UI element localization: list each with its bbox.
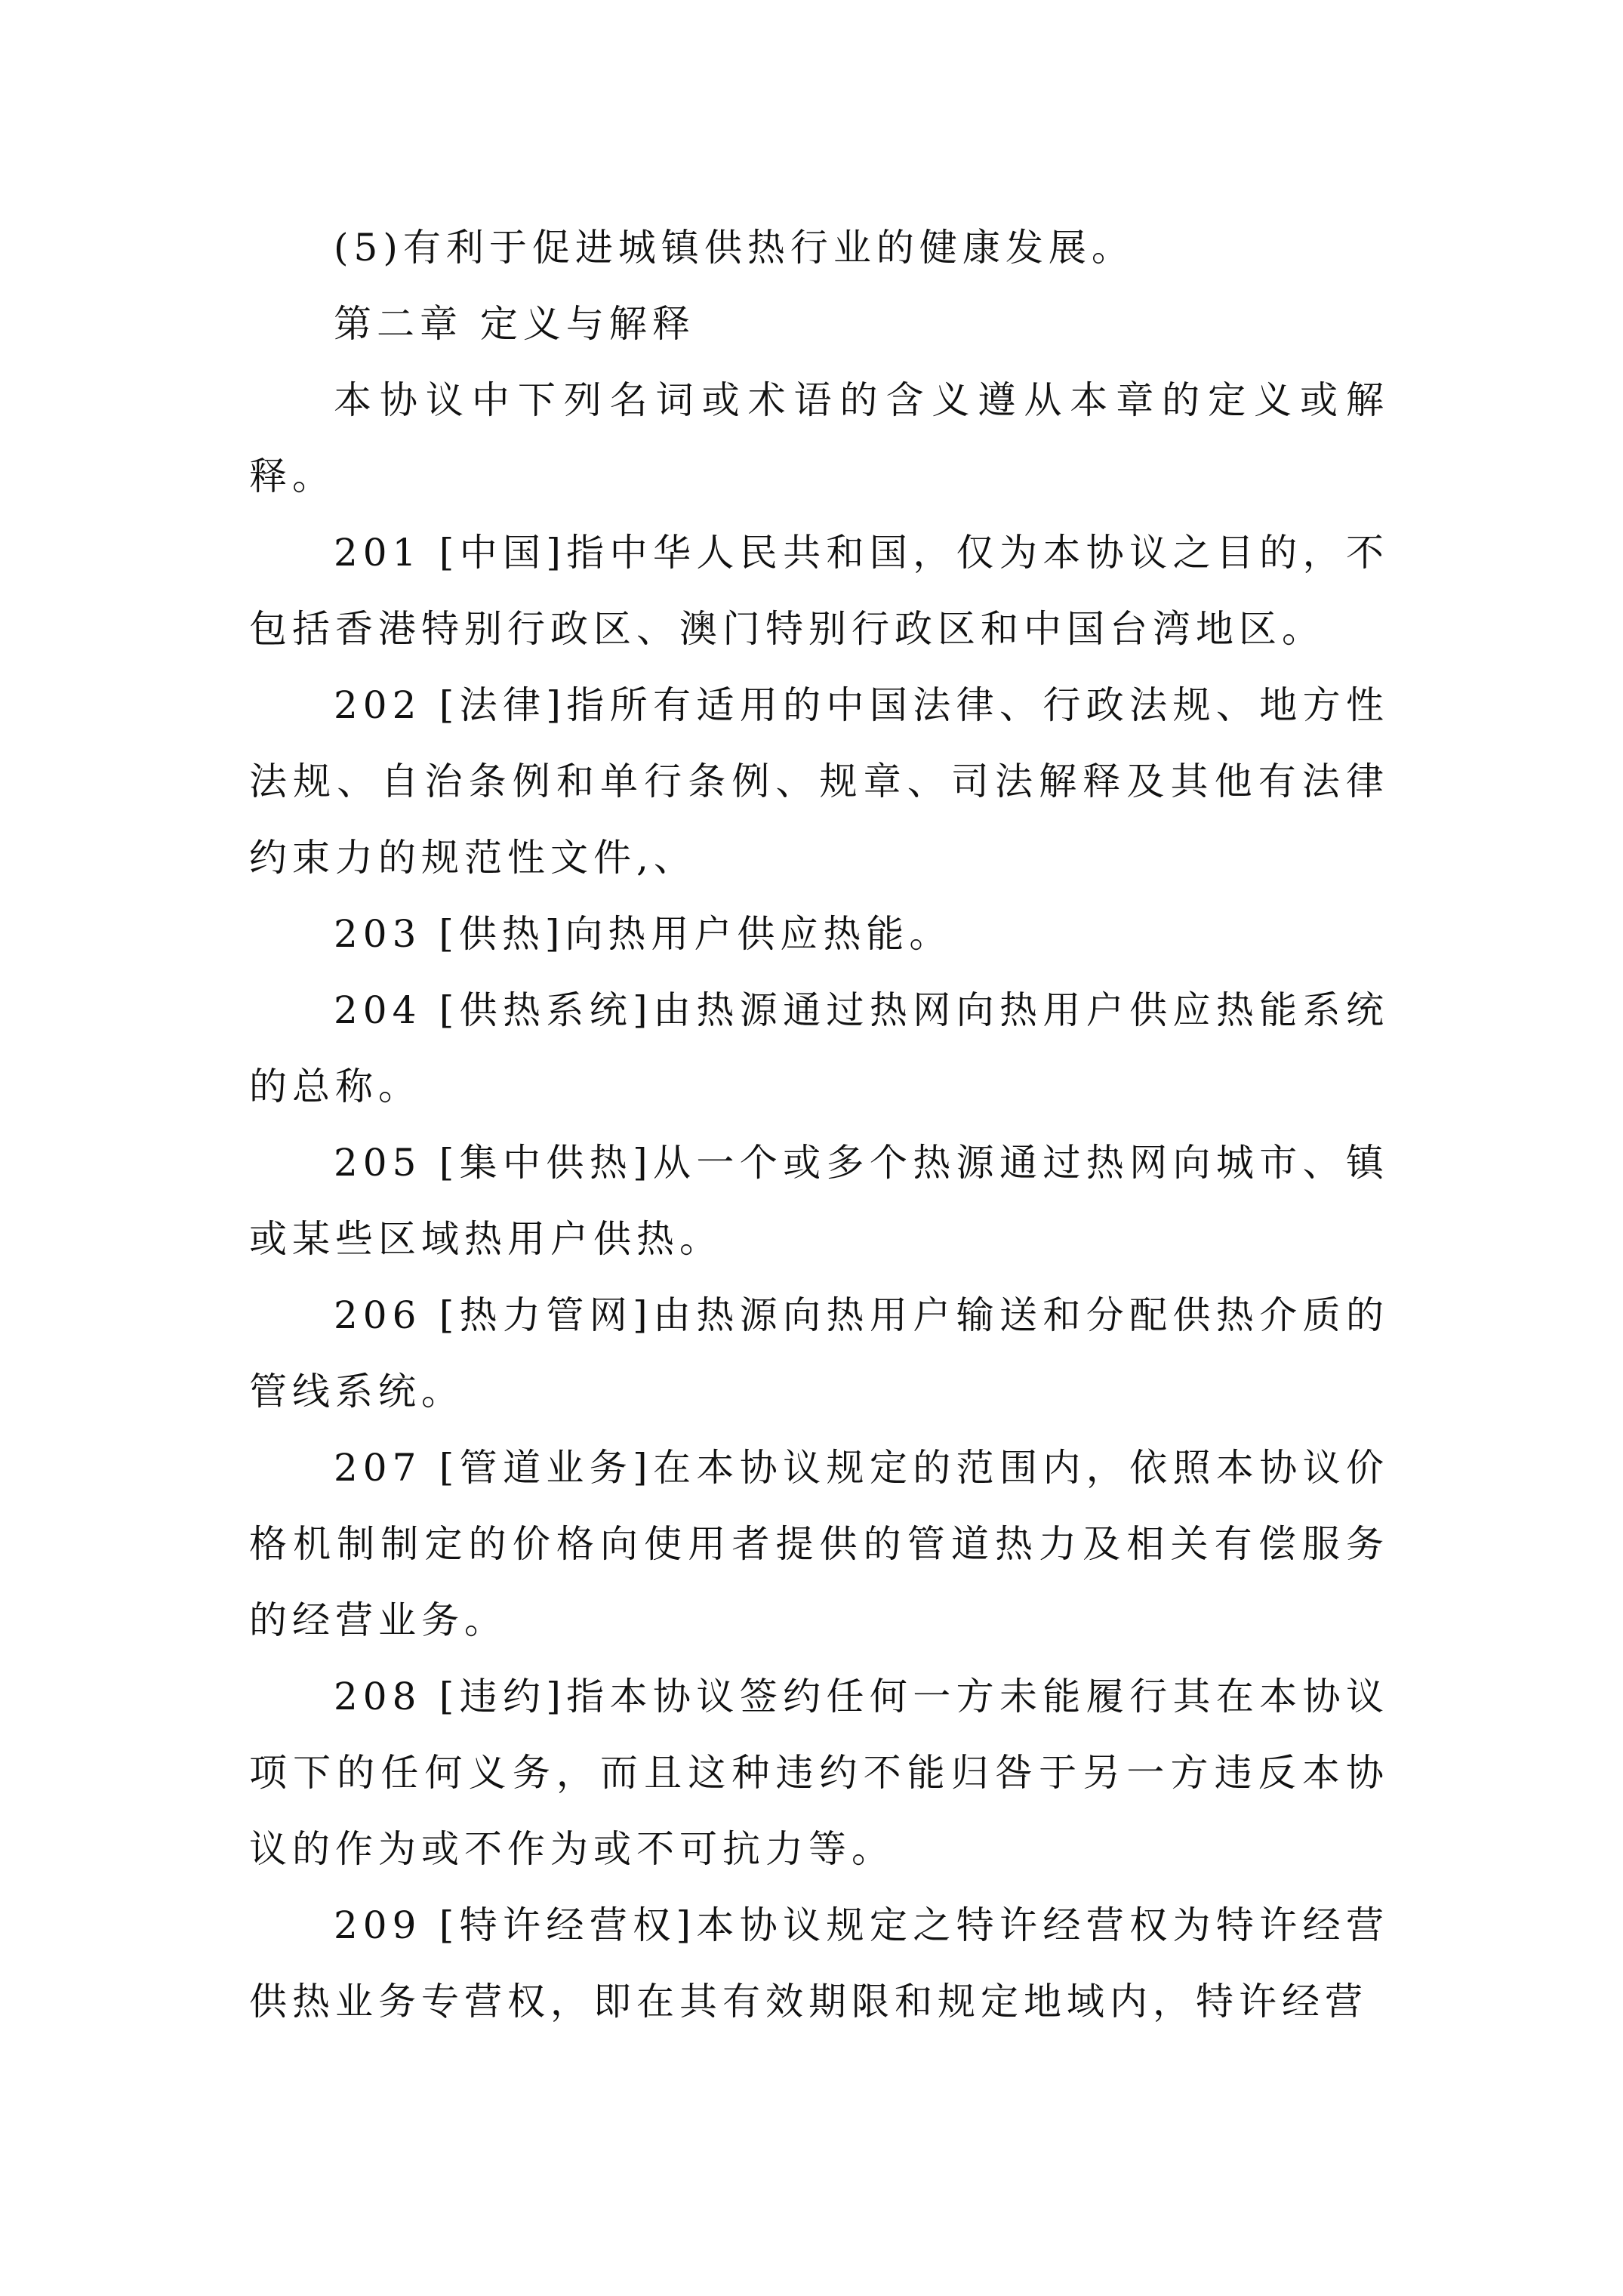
intro-paragraph: 本协议中下列名词或术语的含义遵从本章的定义或解释。 bbox=[249, 378, 1389, 498]
definition-208: 208 [违约]指本协议签约任何一方未能履行其在本协议项下的任何义务，而且这种违约不能归咎于另一方违反本协议的作为或不作为或不可抗力等。 bbox=[249, 1675, 1389, 1871]
definition-209: 209 [特许经营权]本协议规定之特许经营权为特许经营供热业务专营权，即在其有效期限和规定地域内，特许经营 bbox=[249, 1903, 1389, 2023]
definition-204: 204 [供热系统]由热源通过热网向热用户供应热能系统的总称。 bbox=[249, 988, 1389, 1108]
definition-205: 205 [集中供热]从一个或多个热源通过热网向城市、镇或某些区域热用户供热。 bbox=[249, 1141, 1389, 1261]
chapter-heading: 第二章 定义与解释 bbox=[334, 302, 695, 346]
paragraph-item-5: (5)有利于促进城镇供热行业的健康发展。 bbox=[334, 226, 1135, 270]
document-body bbox=[249, 210, 1389, 2040]
definition-202: 202 [法律]指所有适用的中国法律、行政法规、地方性法规、自治条例和单行条例、规章、司法解释及其他有法律约束力的规范性文件,、 bbox=[249, 683, 1389, 880]
definition-207: 207 [管道业务]在本协议规定的范围内，依照本协议价格机制制定的价格向使用者提供的管道热力及相关有偿服务的经营业务。 bbox=[249, 1446, 1389, 1642]
definition-201: 201 [中国]指中华人民共和国，仅为本协议之目的，不包括香港特别行政区、澳门特别行政区和中国台湾地区。 bbox=[249, 531, 1389, 651]
definition-203: 203 [供热]向热用户供应热能。 bbox=[334, 912, 953, 956]
definition-206: 206 [热力管网]由热源向热用户输送和分配供热介质的管线系统。 bbox=[249, 1293, 1389, 1413]
